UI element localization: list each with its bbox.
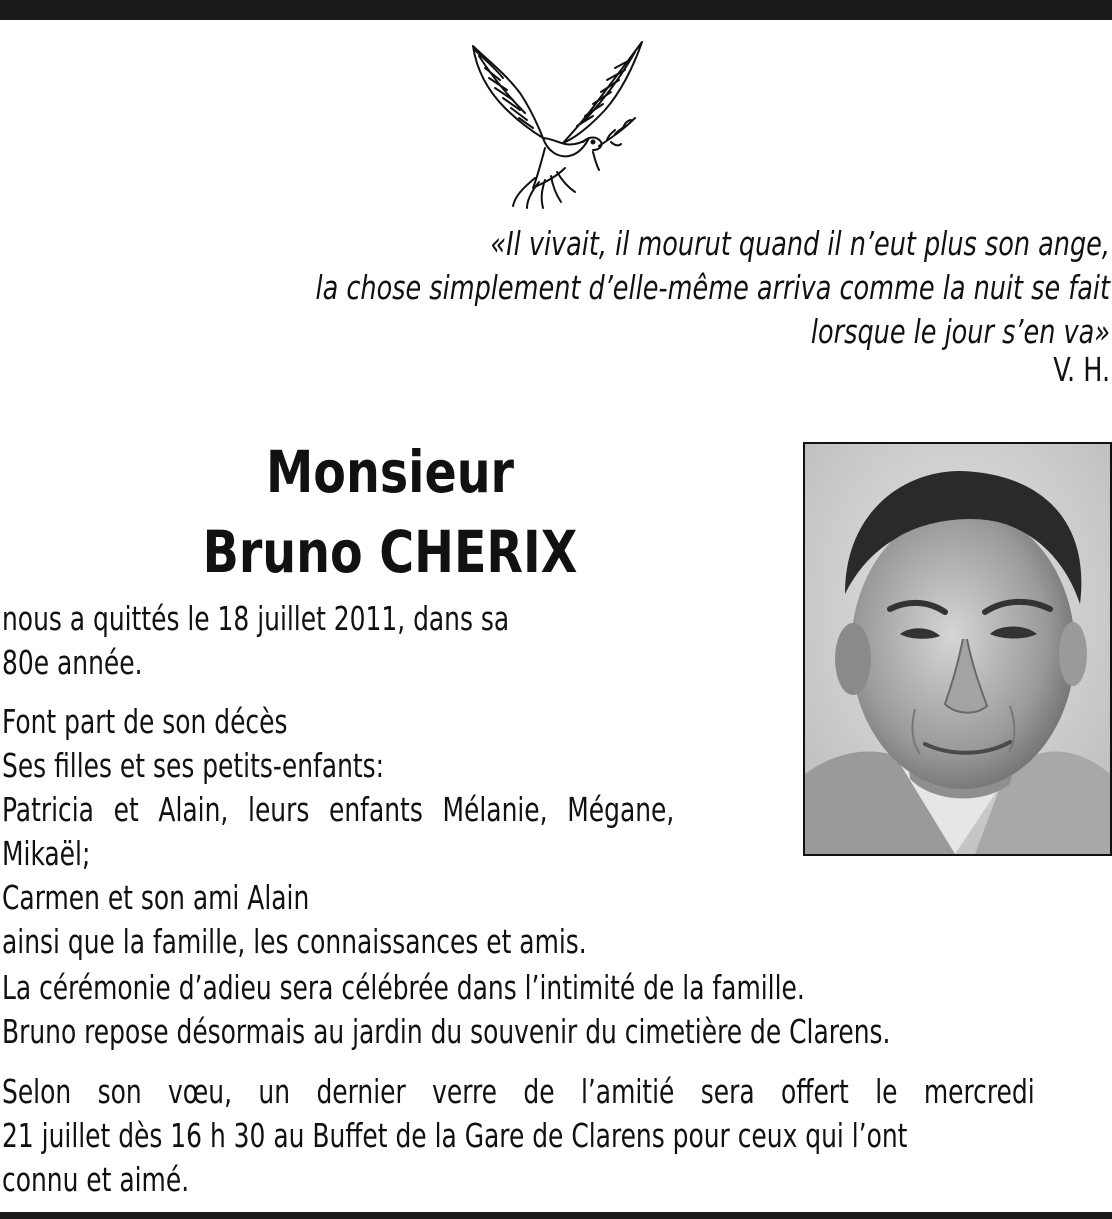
deceased-title: Monsieur [265, 438, 515, 506]
bottom-rule [0, 1212, 1112, 1219]
deceased-name: Bruno CHERIX [202, 518, 578, 586]
justified-line [2, 788, 780, 832]
text-line: nous a quittés le 18 juillet 2011, dans sa [2, 599, 510, 638]
ceremony-notice [2, 966, 890, 1054]
text-line: Ses filles et ses petits-enfants: [2, 746, 385, 785]
text-line: 80e année. [2, 643, 143, 682]
epigraph-quote [250, 222, 1110, 354]
gathering-notice [2, 1070, 1109, 1202]
top-rule [0, 0, 1112, 20]
family-list [2, 700, 384, 788]
family-names [2, 788, 780, 832]
text-line: Patricia et Alain, leurs enfants Mélanie, Mégane, [2, 790, 675, 829]
quote-author: V. H. [1053, 350, 1110, 389]
text-line: Carmen et son ami Alain [2, 878, 310, 917]
family-list-cont [2, 832, 587, 964]
text-line: La cérémonie d’adieu sera célébrée dans l’intimité de la famille. [2, 968, 805, 1007]
text-line: Bruno repose désormais au jardin du souvenir du cimetière de Clarens. [2, 1012, 891, 1051]
portrait-photo [803, 442, 1112, 856]
text-line: Mikaël; [2, 834, 91, 873]
text-line: connu et aimé. [2, 1160, 190, 1199]
text-line: 21 juillet dès 16 h 30 au Buffet de la Gare de Clarens pour ceux qui l’ont [2, 1116, 908, 1155]
dove-icon [465, 38, 650, 213]
text-line: ainsi que la famille, les connaissances et amis. [2, 922, 587, 961]
quote-line: lorsque le jour s’en va» [810, 312, 1110, 351]
death-announcement [2, 597, 509, 685]
text-line: Font part de son décès [2, 702, 288, 741]
quote-line: la chose simplement d’elle-même arriva comme la nuit se fait [315, 268, 1110, 307]
quote-line: «Il vivait, il mourut quand il n’eut plus son ange, [490, 224, 1110, 263]
deceased-name-block [0, 432, 780, 592]
text-line: Selon son vœu, un dernier verre de l’amitié sera offert le mercredi [2, 1072, 1035, 1111]
